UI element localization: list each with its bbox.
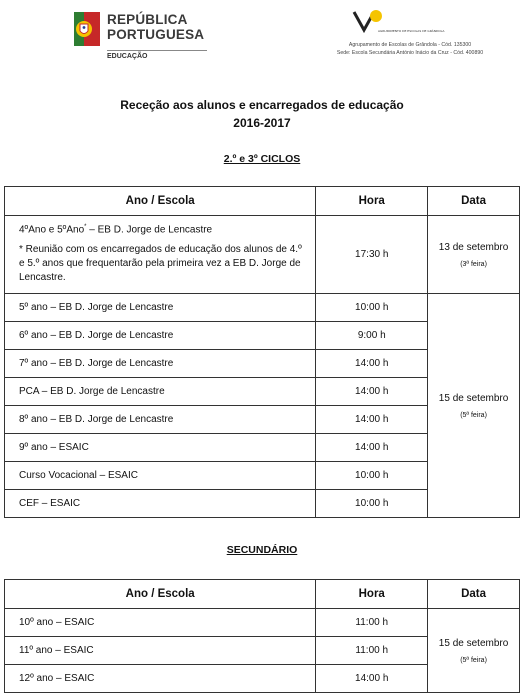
hora-cell: 10:00 h: [316, 490, 428, 518]
hora-cell: 17:30 h: [316, 216, 428, 294]
section-heading-ciclos: 2.º e 3º CICLOS: [223, 153, 301, 165]
ano-cell: 5º ano – EB D. Jorge de Lencastre: [5, 294, 316, 322]
data-cell: [428, 216, 520, 294]
republica-title: [107, 12, 204, 42]
ano-cell: 12º ano – ESAIC: [5, 665, 316, 693]
page-header: [0, 0, 524, 80]
ano-prefix: 4ºAno e 5ºAno: [19, 224, 85, 236]
ano-cell: 7º ano – EB D. Jorge de Lencastre: [5, 350, 316, 378]
ano-suffix: – EB D. Jorge de Lencastre: [86, 224, 213, 236]
agrupamento-mark-icon: [352, 8, 445, 38]
table-row: [5, 294, 520, 322]
table-header-row: [5, 187, 520, 216]
section-heading-secundario: SECUNDÁRIO: [226, 544, 298, 556]
column-header-ano: Ano / Escola: [5, 187, 316, 216]
hora-cell: 9:00 h: [316, 322, 428, 350]
agrupamento-line2: Sede: Escola Secundária António Inácio da Cruz - Cód. 400890: [336, 50, 484, 56]
hora-cell: 11:00 h: [316, 637, 428, 665]
data-value: 15 de setembro: [438, 392, 509, 404]
republica-line1: REPÚBLICA: [107, 12, 188, 27]
ano-cell: 6º ano – EB D. Jorge de Lencastre: [5, 322, 316, 350]
hora-cell: 14:00 h: [316, 665, 428, 693]
data-group-cell: [428, 609, 520, 693]
hora-cell: 14:00 h: [316, 434, 428, 462]
ano-cell: Curso Vocacional – ESAIC: [5, 462, 316, 490]
schedule-table-secundario: [4, 579, 520, 693]
table-row: [5, 216, 520, 294]
document-title: [0, 96, 524, 132]
hora-cell: 14:00 h: [316, 350, 428, 378]
ano-4-5-label: [19, 224, 315, 235]
ano-cell: 9º ano – ESAIC: [5, 434, 316, 462]
hora-cell: 10:00 h: [316, 462, 428, 490]
data-value: 13 de setembro: [438, 241, 509, 253]
agrupamento-logo: [310, 8, 510, 58]
ano-cell: PCA – EB D. Jorge de Lencastre: [5, 378, 316, 406]
ano-footnote-marker: *: [84, 223, 87, 230]
republica-line2: PORTUGUESA: [107, 27, 205, 42]
hora-cell: 14:00 h: [316, 378, 428, 406]
title-line2: 2016-2017: [233, 116, 291, 130]
column-header-hora: Hora: [316, 580, 428, 609]
data-value: 15 de setembro: [438, 637, 509, 649]
footnote-text: * Reunião com os encarregados de educação dos alunos de 4.º e 5.º anos que frequentarão pela primeira vez a EB D. Jorge de Lencastre.: [19, 244, 302, 284]
hora-cell: 14:00 h: [316, 406, 428, 434]
hora-cell: 10:00 h: [316, 294, 428, 322]
republica-portuguesa-logo: [74, 12, 214, 62]
republica-subtitle: EDUCAÇÃO: [107, 50, 207, 60]
ano-cell: 10º ano – ESAIC: [5, 609, 316, 637]
column-header-data: Data: [428, 187, 520, 216]
agrupamento-line1: Agrupamento de Escolas de Grândola - Cód. 135300: [348, 42, 472, 48]
table-header-row: [5, 580, 520, 609]
portuguese-emblem-icon: [74, 12, 100, 46]
schedule-table-ciclos: [4, 186, 520, 518]
column-header-ano: Ano / Escola: [5, 580, 316, 609]
column-header-hora: Hora: [316, 187, 428, 216]
table-row: [5, 609, 520, 637]
agrupamento-mark-text: AGRUPAMENTO DE ESCOLAS DE GRÂNDOLA: [378, 29, 445, 33]
ano-cell: [5, 216, 316, 294]
data-weekday: (5ª feira): [460, 411, 487, 419]
data-weekday: (5ª feira): [460, 656, 487, 664]
title-line1: Receção aos alunos e encarregados de educação: [120, 98, 404, 112]
ano-cell: 8º ano – EB D. Jorge de Lencastre: [5, 406, 316, 434]
ano-cell: 11º ano – ESAIC: [5, 637, 316, 665]
data-weekday: (3ª feira): [460, 260, 487, 268]
data-group-cell: [428, 294, 520, 518]
ano-cell: CEF – ESAIC: [5, 490, 316, 518]
hora-cell: 11:00 h: [316, 609, 428, 637]
column-header-data: Data: [428, 580, 520, 609]
